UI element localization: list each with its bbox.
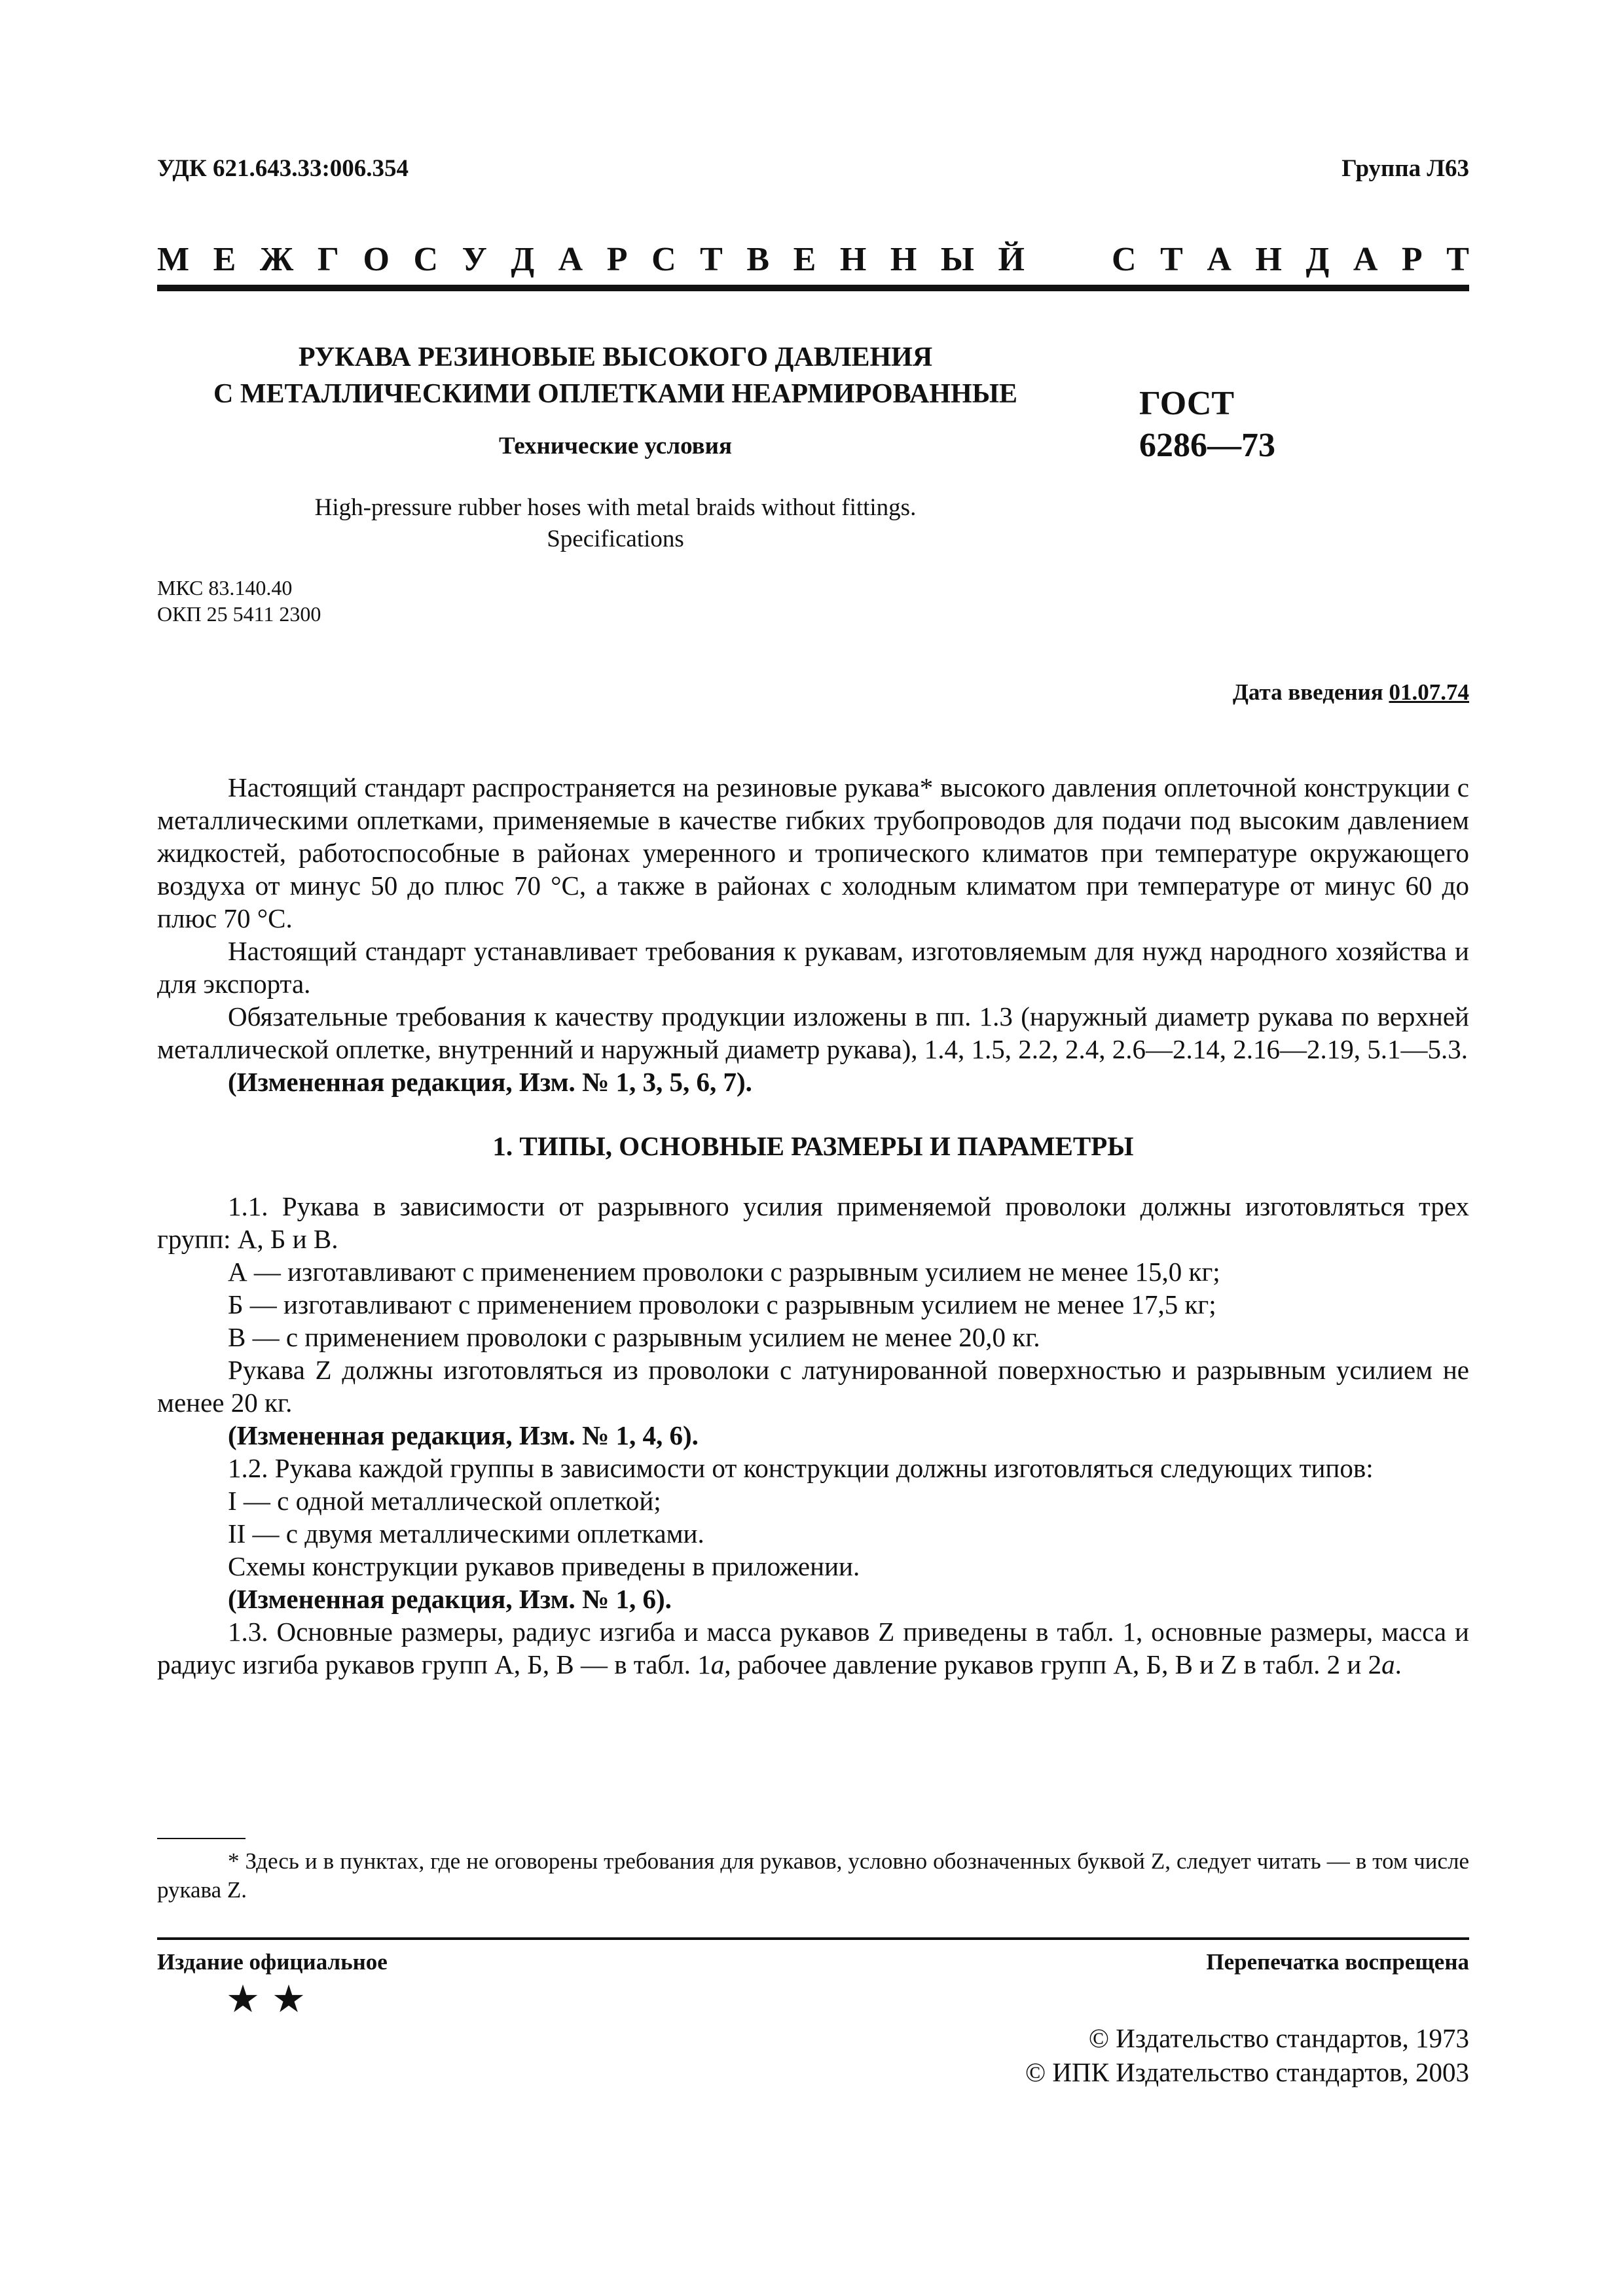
- copyright-block: [1025, 2021, 1469, 2089]
- paragraph: Настоящий стандарт устанавливает требования к рукавам, изготовляемым для нужд народного хозяйства и для экспорта.: [157, 936, 1469, 999]
- italic-letter: а: [710, 1649, 725, 1679]
- text-span: .: [1395, 1649, 1402, 1679]
- title-letter: Т: [700, 240, 723, 278]
- stars-icon: ★★: [226, 1978, 318, 2020]
- title-letter: У: [462, 240, 487, 278]
- title-letter: Й: [998, 240, 1025, 278]
- revision-note: (Измененная редакция, Изм. № 1, 3, 5, 6, 7).: [228, 1067, 752, 1097]
- title-line-2: С МЕТАЛЛИЧЕСКИМИ ОПЛЕТКАМИ НЕАРМИРОВАННЫЕ: [213, 379, 1017, 409]
- introduction-date: [1233, 679, 1469, 706]
- title-letter: С: [413, 240, 439, 278]
- body-text: [157, 771, 1469, 1681]
- footnote-divider: [157, 1838, 246, 1839]
- mks-code: МКС 83.140.40: [157, 576, 293, 600]
- list-item: А — изготавливают с применением проволоки с разрывным усилием не менее 15,0 кг;: [228, 1257, 1220, 1287]
- title-letter: Т: [1160, 240, 1183, 278]
- revision-note: (Измененная редакция, Изм. № 1, 4, 6).: [228, 1420, 699, 1450]
- title-letter: Ж: [259, 240, 294, 278]
- title-letter: Е: [793, 240, 816, 278]
- title-letter: Г: [317, 240, 339, 278]
- group-code: Группа Л63: [1341, 155, 1469, 182]
- title-letter: В: [746, 240, 770, 278]
- text-span: , рабочее давление рукавов групп А, Б, В и Z в табл. 2 и 2: [724, 1649, 1382, 1679]
- classification-codes: [157, 575, 321, 627]
- paragraph: Обязательные требования к качеству продукции изложены в пп. 1.3 (наружный диаметр рукава по верхней металлической оплетке, внутренний и наружный диаметр рукава), 1.4, 1.5, 2.2, 2.4, 2.6—2.14, 2.16—2.19, 5.1—5.3.: [157, 1001, 1469, 1064]
- title-divider: [157, 285, 1469, 291]
- title-letter: Е: [213, 240, 236, 278]
- title-letter: Д: [1305, 240, 1330, 278]
- italic-letter: а: [1381, 1649, 1395, 1679]
- paragraph: Настоящий стандарт распространяется на резиновые рукава* высокого давления оплеточной конструкции с металлическими оплетками, применяемые в качестве гибких трубопроводов для подачи под высоким давлением жидкостей, работоспособные в районах умеренного и тропического климатов при температуре окружающего воздуха от минус 50 до плюс 70 °С, а также в районах с холодным климатом при температуре от минус 60 до плюс 70 °С.: [157, 772, 1469, 933]
- title-letter: Н: [890, 240, 917, 278]
- date-label: Дата введения: [1232, 679, 1383, 705]
- gost-designation: [1139, 383, 1467, 467]
- title-letter: М: [157, 240, 190, 278]
- title-line-1: РУКАВА РЕЗИНОВЫЕ ВЫСОКОГО ДАВЛЕНИЯ: [298, 342, 933, 372]
- title-letter: Д: [511, 240, 535, 278]
- title-letter: С: [651, 240, 676, 278]
- title-letter: А: [558, 240, 583, 278]
- paragraph: Схемы конструкции рукавов приведены в приложении.: [228, 1551, 860, 1581]
- official-edition-label: Издание официальное: [157, 1949, 388, 1975]
- reprint-prohibited-label: Перепечатка воспрещена: [1206, 1949, 1469, 1975]
- footer-divider: [157, 1937, 1469, 1940]
- list-item: Б — изготавливают с применением проволоки с разрывным усилием не менее 17,5 кг;: [228, 1289, 1216, 1319]
- footnote: [157, 1847, 1469, 1905]
- copyright-line: © Издательство стандартов, 1973: [1088, 2023, 1469, 2053]
- title-letter: Т: [1446, 240, 1469, 278]
- title-letter: Р: [1401, 240, 1423, 278]
- text-span: 1.3. Основные размеры, радиус изгиба и масса рукавов Z приведены в табл. 1, основные размеры, масса и радиус изгиба рукавов групп А, Б, В — в табл. 1: [157, 1617, 1469, 1679]
- list-item: II — с двумя металлическими оплетками.: [228, 1518, 704, 1549]
- list-item: В — с применением проволоки с разрывным усилием не менее 20,0 кг.: [228, 1322, 1040, 1352]
- okp-code: ОКП 25 5411 2300: [157, 602, 321, 626]
- list-item: I — с одной металлической оплеткой;: [228, 1486, 661, 1516]
- title-letter: Н: [1255, 240, 1282, 278]
- gost-number: 6286—73: [1139, 427, 1275, 464]
- title-letter: Н: [839, 240, 867, 278]
- document-subtitle: Технические условия: [499, 433, 732, 459]
- standard-type-title: [157, 240, 1469, 279]
- title-letter: О: [363, 240, 390, 278]
- date-value: 01.07.74: [1389, 679, 1469, 705]
- udk-code: УДК 621.643.33:006.354: [157, 155, 409, 182]
- paragraph: [157, 1615, 1469, 1681]
- section-heading: 1. ТИПЫ, ОСНОВНЫЕ РАЗМЕРЫ И ПАРАМЕТРЫ: [492, 1131, 1134, 1161]
- paragraph: 1.2. Рукава каждой группы в зависимости от конструкции должны изготовляться следующих типов:: [228, 1453, 1374, 1483]
- copyright-line: © ИПК Издательство стандартов, 2003: [1025, 2057, 1469, 2087]
- title-letter: Р: [606, 240, 628, 278]
- paragraph: Рукава Z должны изготовляться из проволоки с латунированной поверхностью и разрывным усилием не менее 20 кг.: [157, 1355, 1469, 1418]
- english-title: [157, 492, 1074, 555]
- document-title: [157, 339, 1074, 412]
- revision-note: (Измененная редакция, Изм. № 1, 6).: [228, 1584, 672, 1614]
- paragraph: 1.1. Рукава в зависимости от разрывного усилия применяемой проволоки должны изготовляться трех групп: А, Б и В.: [157, 1191, 1469, 1254]
- title-letter: Ы: [940, 240, 974, 278]
- title-letter: А: [1353, 240, 1378, 278]
- footnote-text: * Здесь и в пунктах, где не оговорены требования для рукавов, условно обозначенных буквой Z, следует читать — в том числе рукава Z.: [157, 1848, 1469, 1903]
- gost-label: ГОСТ: [1139, 385, 1235, 422]
- english-title-line-2: Specifications: [547, 526, 684, 552]
- title-letter: С: [1112, 240, 1137, 278]
- title-letter: А: [1207, 240, 1231, 278]
- english-title-line-1: High-pressure rubber hoses with metal braids without fittings.: [314, 494, 917, 521]
